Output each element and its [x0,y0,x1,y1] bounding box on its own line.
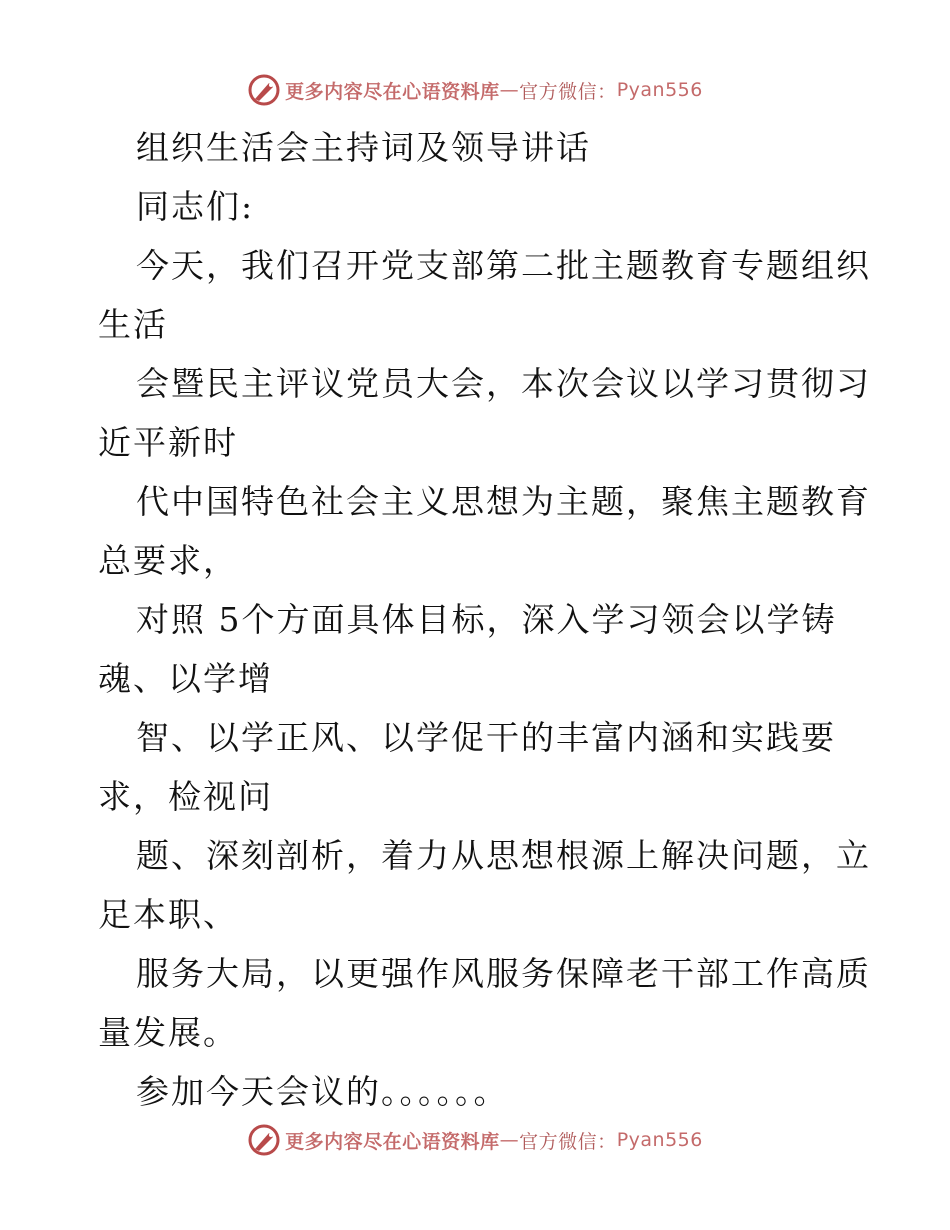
paragraph-line: 足本职、 [98,895,238,934]
salutation: 同志们: [136,187,255,226]
paragraph-line: 总要求， [98,541,238,580]
pen-nib-logo-icon [247,73,281,107]
banner-brand-text: 更多内容尽在心语资料库 [285,1130,500,1153]
paragraph-line: 量发展。 [98,1013,238,1052]
paragraph-line: 参加今天会议的。。。。。。 [136,1072,509,1111]
paragraph-line: 生活 [98,305,168,344]
banner-separator: — [499,1129,520,1151]
banner-wechat-label: 官方微信： [519,80,617,103]
paragraph-line: 近平新时 [98,423,238,462]
paragraph-line: 服务大局，以更强作风服务保障老干部工作高质 [136,954,871,993]
pen-nib-logo-icon [247,1123,281,1157]
paragraph-line: 对照 5个方面具体目标，深入学习领会以学铸 [136,600,837,639]
banner-wechat-id: Pyan556 [616,1129,703,1151]
paragraph-line: 今天，我们召开党支部第二批主题教育专题组织 [136,246,871,285]
paragraph-line: 题、深刻剖析，着力从思想根源上解决问题，立 [136,836,871,875]
banner-wechat-label: 官方微信： [519,1130,617,1153]
header-watermark-banner [0,70,950,110]
paragraph-line: 代中国特色社会主义思想为主题，聚焦主题教育 [136,482,871,521]
document-title: 组织生活会主持词及领导讲话 [136,128,591,167]
paragraph-line: 魂、以学增 [98,659,273,698]
banner-wechat-id: Pyan556 [616,79,703,101]
paragraph-line: 智、以学正风、以学促干的丰富内涵和实践要 [136,718,836,757]
document-body [98,118,871,1121]
paragraph-line: 求，检视问 [98,777,273,816]
paragraph-line: 会暨民主评议党员大会，本次会议以学习贯彻习 [136,364,871,403]
footer-watermark-banner [0,1120,950,1160]
banner-brand-text: 更多内容尽在心语资料库 [285,80,500,103]
banner-separator: — [499,79,520,101]
